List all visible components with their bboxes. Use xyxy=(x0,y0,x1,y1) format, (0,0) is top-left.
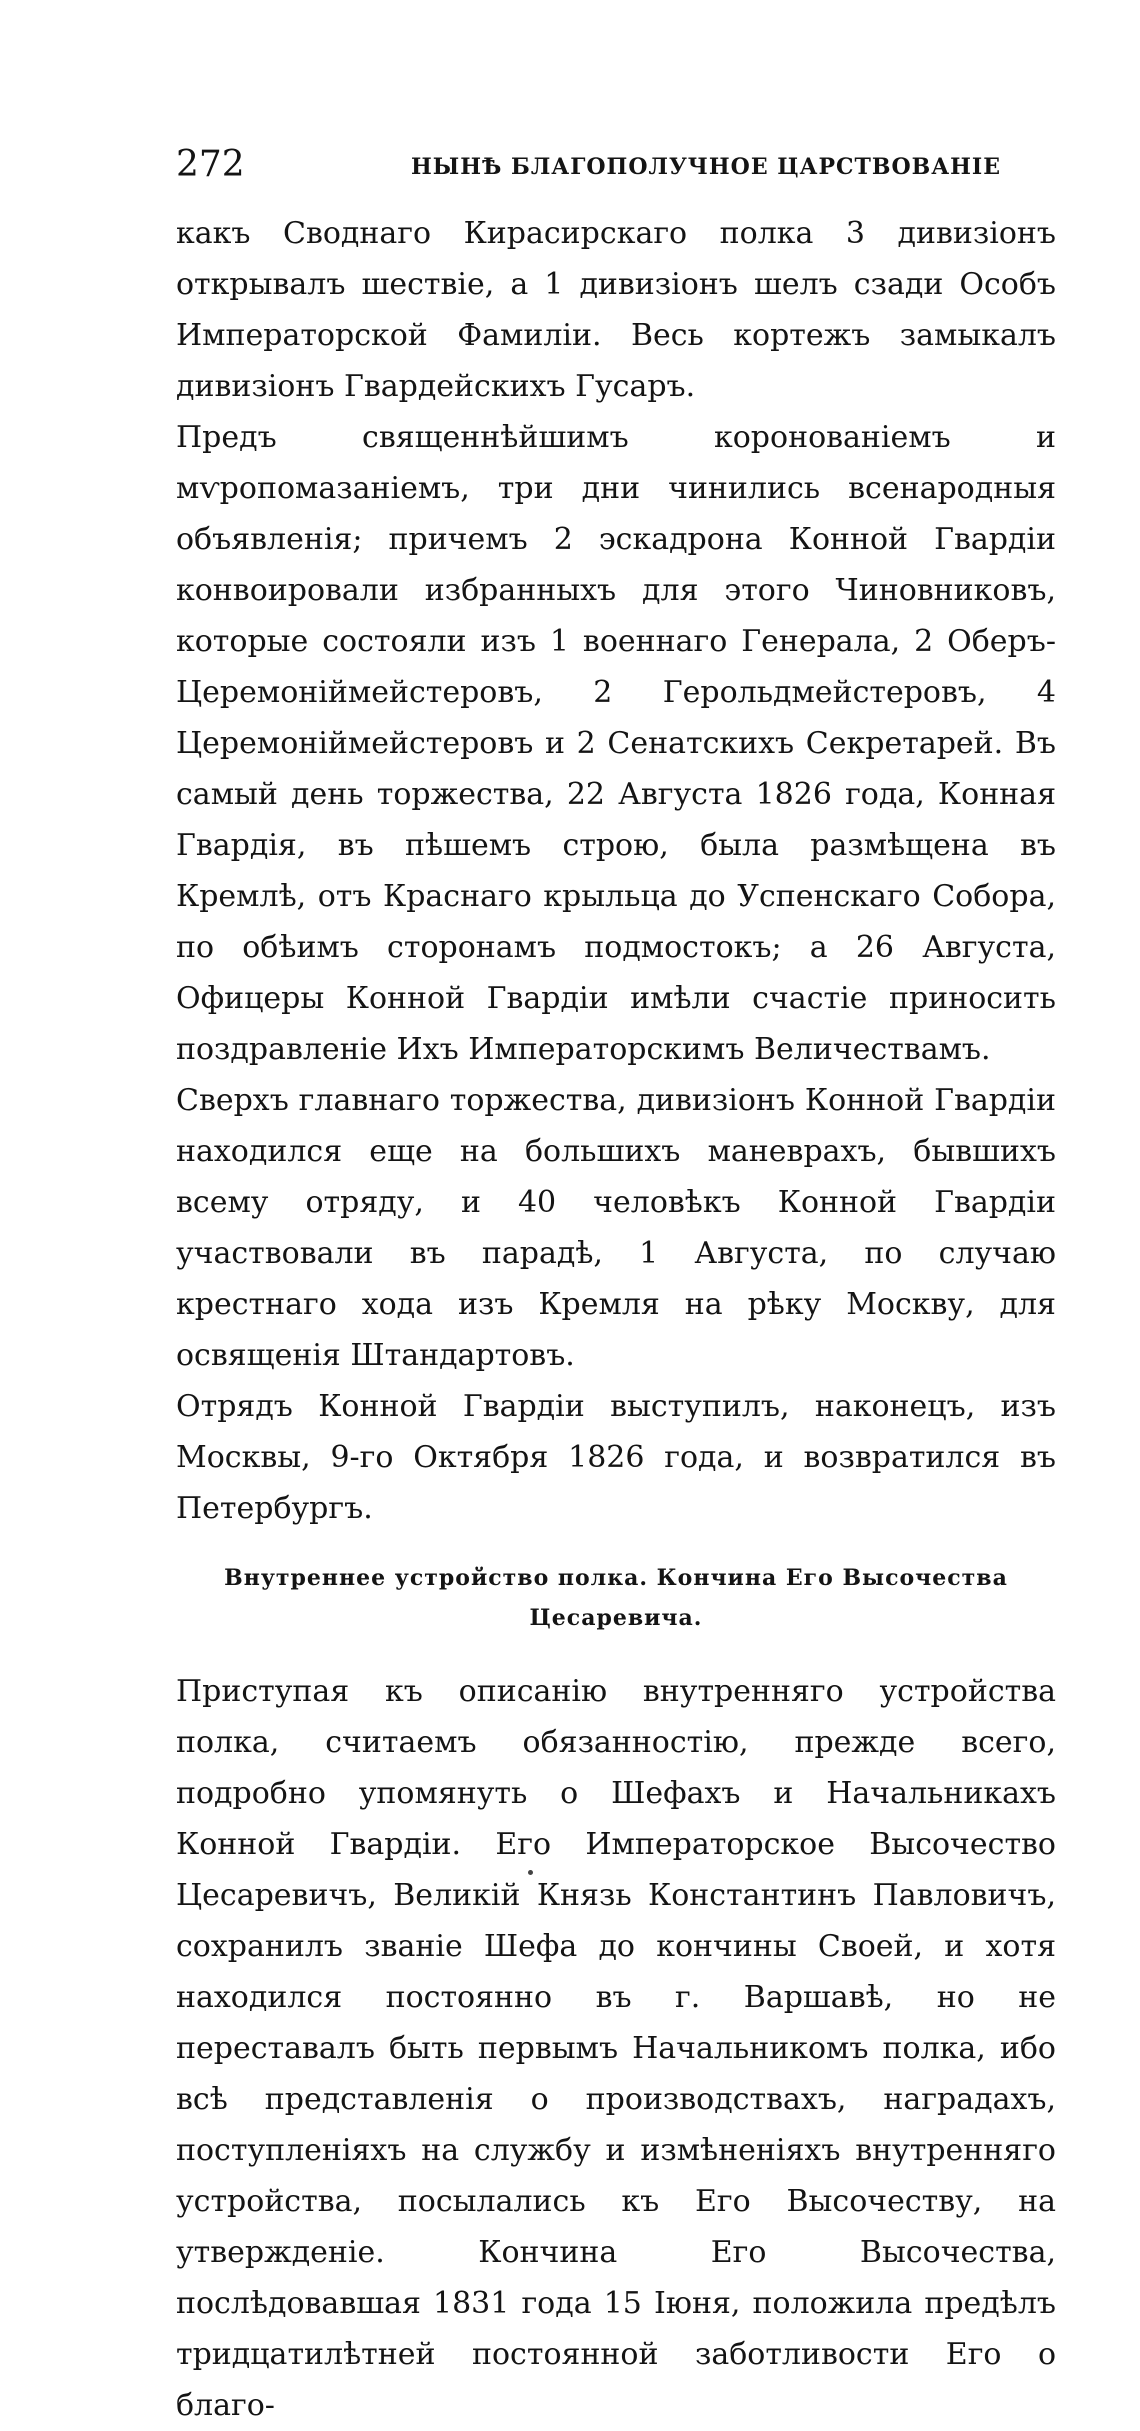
paragraph: Отрядъ Конной Гвардіи выступилъ, наконецъ, изъ Москвы, 9-го Октября 1826 года, и возвратился въ Петербургъ. xyxy=(176,1389,1056,1526)
paragraph: Сверхъ главнаго торжества, дивизіонъ Конной Гвардіи находился еще на большихъ маневрахъ, бывшихъ всему отряду, и 40 человѣкъ Конной Гвардіи участвовали въ парадѣ, 1 Августа, по случаю крестнаго хода изъ Кремля на рѣку Москву, для освященія Штандартовъ. xyxy=(176,1083,1056,1373)
section-heading: Внутреннее устройство полка. Кончина Его Высочества Цесаревича. xyxy=(224,1565,1008,1631)
page-body xyxy=(176,208,1056,2431)
page-header xyxy=(176,144,1056,194)
running-head: НЫНѢ БЛАГОПОЛУЧНОЕ ЦАРСТВОВАНІЕ xyxy=(411,154,1001,180)
paragraph: какъ Своднаго Кирасирскаго полка 3 дивизіонъ открывалъ шествіе, а 1 дивизіонъ шелъ сзади Особъ Императорской Фамиліи. Весь кортежъ замыкалъ дивизіонъ Гвардейскихъ Гусаръ. xyxy=(176,216,1056,404)
paragraph: Приступая къ описанію внутренняго устройства полка, считаемъ обязанностію, прежде всего, подробно упомянуть о Шефахъ и Начальникахъ Конной Гвардіи. Его Императорское Высочество Цесаревичъ, Великій Князь Константинъ Павловичъ, сохранилъ званіе Шефа до кончины Своей, и хотя находился постоянно въ г. Варшавѣ, но не переставалъ быть первымъ Начальникомъ полка, ибо всѣ представленія о производствахъ, наградахъ, поступленіяхъ на службу и измѣненіяхъ внутренняго устройства, посылались къ Его Высочеству, на утвержденіе. Кончина Его Высочества, послѣдовавшая 1831 года 15 Іюня, положила предѣлъ тридцатилѣтней постоянной заботливости Его о благо- xyxy=(176,1674,1056,2423)
page-number: 272 xyxy=(176,144,245,185)
ink-speck xyxy=(528,1870,533,1875)
paragraph: Предъ священнѣйшимъ коронованіемъ и мѵропомазаніемъ, три дни чинились всенародныя объявленія; причемъ 2 эскадрона Конной Гвардіи конвоировали избранныхъ для этого Чиновниковъ, которые состояли изъ 1 военнаго Генерала, 2 Оберъ-Церемоніймейстеровъ, 2 Герольдмейстеровъ, 4 Церемоніймейстеровъ и 2 Сенатскихъ Секретарей. Въ самый день торжества, 22 Августа 1826 года, Конная Гвардія, въ пѣшемъ строю, была размѣщена въ Кремлѣ, отъ Краснаго крыльца до Успенскаго Собора, по обѣимъ сторонамъ подмостокъ; а 26 Августа, Офицеры Конной Гвардіи имѣли счастіе приносить поздравленіе Ихъ Императорскимъ Величествамъ. xyxy=(176,420,1056,1067)
